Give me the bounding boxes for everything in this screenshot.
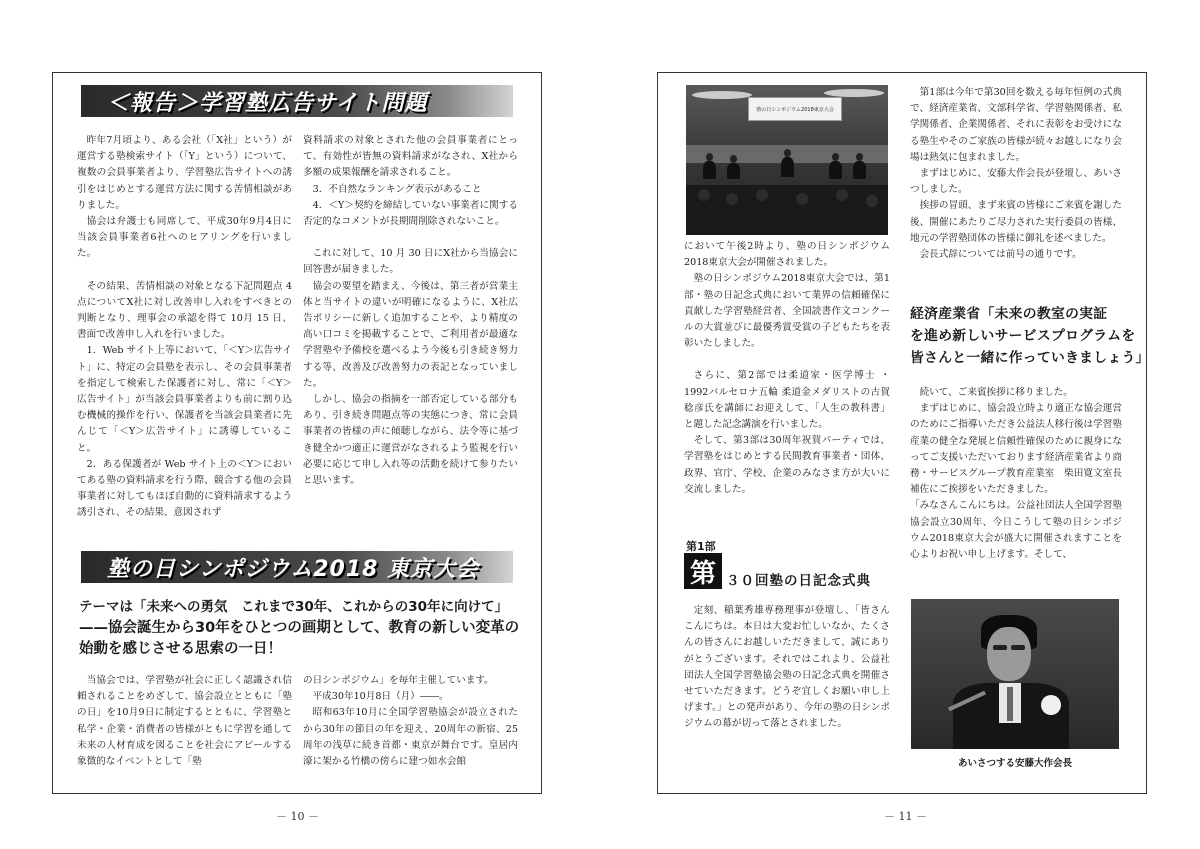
speaker-photo-caption: あいさつする安藤大作会長 — [957, 758, 1072, 769]
page-number-right: － 11 － — [884, 810, 927, 823]
theme-line: 始動を感じさせる思索の一日！ — [79, 641, 282, 657]
report-title: ＜報告＞学習塾広告サイト問題 — [107, 90, 428, 116]
right-column-2-bottom — [910, 385, 1122, 563]
section-big-char: 第 — [684, 553, 722, 589]
symposium-title: 塾の日シンポジウム2018 東京大会 — [107, 556, 480, 582]
paragraph: 「みなさんこんにちは。公益社団法人全国学習塾協会設立30周年、今日こうして塾の日シンポジウム2018東京大会が盛大に開催されますことを心よりお祝い申し上げます。そして、 — [910, 500, 1122, 561]
right-page — [657, 72, 1150, 794]
paragraph: 4．＜Y＞契約を締結していない事業者に関する否定的なコメントが長期間削除されないこと。 — [303, 199, 518, 228]
paragraph: さらに、第2部では柔道家・医学博士 ・1992バルセロナ五輪 柔道金メダリストの古賀稔彦氏を講師にお迎えして、「人生の教科書」と題した記念講演を行いました。 — [684, 370, 890, 431]
page-number-left: － 10 － — [276, 810, 319, 823]
paragraph: 続いて、ご来賓挨拶に移りました。 — [919, 387, 1073, 398]
paragraph: 資料請求の対象とされた他の会員事業者にとって、有効性が皆無の資料請求がなされ、X社から多額の成果報酬を請求されること。 — [303, 135, 518, 179]
report-column-1 — [77, 133, 292, 522]
symposium-column-2 — [303, 673, 518, 770]
ceremony-photo — [686, 85, 888, 235]
paragraph: 昨年7月頃より、ある会社（「X社」という）が運営する塾検索サイト（「Y」という）について、複数の会員事業者より、学習塾広告サイトへの誘引をはじめとする運営方法に関する苦情相談がありました。 — [77, 135, 292, 211]
stage-banner-text: 塾の日シンポジウム2018東京大会 — [756, 106, 834, 113]
report-column-2 — [303, 133, 518, 489]
section-title: ３０回塾の日記念式典 — [726, 573, 871, 589]
meti-heading — [910, 303, 1150, 369]
paragraph: 当協会では、学習塾が社会に正しく認識され信頼されることをめざして、協会設立とともに「塾の日」を10月9日に制定するとともに、学習塾と私学・企業・消費者の皆様がともに学習を通して未来の人材育成を図ることを社会にアピールする象徴的なイベントとして「塾 — [77, 675, 292, 768]
paragraph: これに対して、10 月 30 日にX社から当協会に回答書が届きました。 — [303, 248, 518, 276]
speaker-photo — [911, 599, 1119, 749]
theme-line: ——協会誕生から30年をひとつの画期として、教育の新しい変革の — [79, 620, 520, 636]
left-page — [52, 72, 542, 794]
theme-line: テーマは「未来への勇気 これまで30年、これからの30年に向けて」 — [79, 599, 509, 615]
paragraph: 会長式辞については前号の通りです。 — [919, 249, 1082, 261]
paragraph: 3．不自然なランキング表示があること — [312, 183, 482, 195]
paragraph: 塾の日シンポジウム2018東京大会では、第1部・塾の日記念式典において業界の信頼確保に貢献した学習塾経営者、全国読書作文コンクールの大賞並びに最優秀賞受賞の子どもたちを表彰いたしました。 — [684, 273, 890, 350]
paragraph: 2．ある保護者が Web サイト上の＜Y＞においてある塾の資料請求を行う際、競合する他の会員事業者に対してもほぼ自動的に資料請求するよう誘引され、その結果、意図されず — [77, 458, 292, 519]
paragraph: まずはじめに、協会設立時より適正な協会運営のためにご指導いただき公益法人移行後は学習塾産業の健全な発展と信頼性確保のために親身になってご支援いただいております経済産業省より商務・サービスグループ教育産業室 柴田寛文室長補佐にご挨拶をいただきました。 — [910, 403, 1122, 496]
paragraph: 昭和63年10月に全国学習塾協会が設立されたから30年の節目の年を迎え、20周年の新宿、25周年の浅草に続き首都・東京が舞台です。皇居内濠に架かる竹橋の傍らに建つ如水会館 — [303, 707, 518, 768]
right-column-1-top — [684, 239, 890, 498]
right-column-2-top — [910, 85, 1122, 263]
paragraph: において午後2時より、塾の日シンポジウム2018東京大会が開催されました。 — [684, 241, 890, 269]
chandelier — [824, 89, 884, 97]
meti-heading-line: 経済産業省「未来の教室の実証 — [910, 306, 1108, 322]
paragraph: 第1部は今年で第30回を数える毎年恒例の式典で、経済産業省、文部科学省、学習塾関係者、私学関係者、企業関係者、それに表彰をお受けになる塾生やそのご家族の皆様が続々お越しになり会場は熱気に包まれました。 — [910, 87, 1122, 163]
symposium-theme — [79, 597, 519, 660]
symposium-column-1 — [77, 673, 292, 770]
symposium-banner — [81, 551, 513, 583]
stage-banner — [748, 97, 842, 121]
paragraph: その結果、苦情相談の対象となる下記問題点 4 点についてX社に対し改善申し入れをすべきとの判断となり、理事会の承認を得て 10月 15 日、書面で改善申し入れを行いました。 — [77, 280, 292, 341]
paragraph: 平成30年10月8日（月）――。 — [312, 691, 449, 703]
section-part-label: 第1部 — [686, 540, 716, 553]
right-column-1-bottom — [684, 603, 890, 733]
paragraph: 協会は弁護士も同席して、平成30年9月4日に当該会員事業者6社へのヒアリングを行いました。 — [77, 216, 292, 260]
paragraph: 定刻、稲葉秀雄専務理事が登壇し、「皆さんこんにちは。本日は大変お忙しいなか、たくさんの皆さんにお越しいただきまして、誠にありがとうございます。それではこれより、公益社団法人全国学習塾協会塾の日記念式典を開催させていただきます。どうぞ宜しくお願い申し上げます。」との発声があり、今年の塾の日シンポジウムの幕が切って落とされました。 — [684, 605, 890, 730]
paragraph: まずはじめに、安藤大作会長が登壇し、あいさつしました。 — [910, 168, 1122, 196]
chandelier — [692, 91, 752, 99]
meti-heading-line: を進め新しいサービスプログラムを — [910, 328, 1136, 344]
paragraph: 1．Web サイト上等において、「＜Y＞広告サイト」に、特定の会員塾を表示し、その会員事業者を指定して検索した保護者に対し、常に「＜Y＞広告サイト」が当該会員事業者よりも前に割り込む機械的操作を行い、保護者を当該会員業者に先んじて「＜Y＞広告サイト」に誘導していること。 — [77, 345, 292, 454]
paragraph: の日シンポジウム」を毎年主催しています。 — [303, 675, 494, 686]
paragraph: 協会の要望を踏まえ、今後は、第三者が営業主体と当サイトの違いが明確になるように、X社広告ポリシーに新しく追加することや、より精度の高い口コミを掲載することで、ご利用者が最適な学習塾や予備校を選べるよう今後も引き続き努力する等、改善及び改善努力の表記となっていました。 — [303, 280, 518, 389]
paragraph: 挨拶の冒頭、まず来賓の皆様にご来賓を謝した後、開催にあたりご尽力された実行委員の皆様、地元の学習塾団体の皆様に御礼を述べました。 — [910, 200, 1122, 244]
report-banner — [81, 85, 513, 117]
paragraph: そして、第3部は30周年祝賀パーティでは、学習塾をはじめとする民間教育事業者・団体、政界、官庁、学校、企業のみなさま方が大いに交流しました。 — [684, 435, 890, 495]
meti-heading-line: 皆さんと一緒に作っていきましょう」 — [910, 350, 1150, 366]
paragraph: しかし、協会の指摘を一部否定している部分もあり、引き続き問題点等の実態につき、常に会員事業者の皆様の声に傾聴しながら、法令等に基づき健全かつ適正に運営がなされるよう監視を行い必要に応じて申し入れ等の活動を続けて参りたいと思います。 — [303, 394, 518, 487]
